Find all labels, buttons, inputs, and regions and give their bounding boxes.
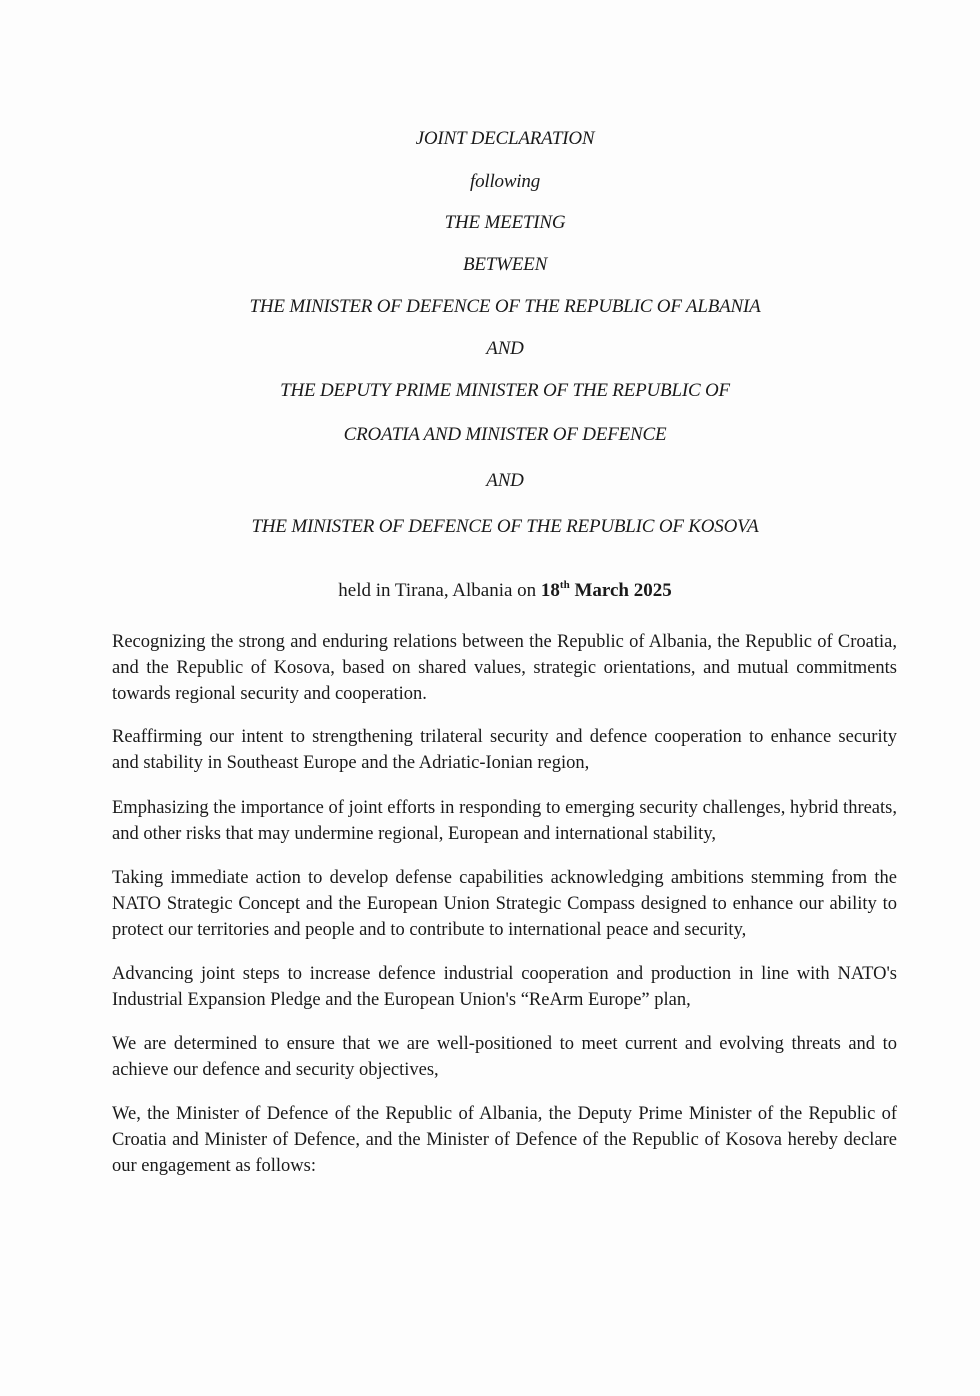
meeting-date-line	[0, 580, 980, 602]
paragraph-recognizing: Recognizing the strong and enduring relations between the Republic of Albania, the Republic of Croatia, and the Republic of Kosova, based on shared values, strategic orientations, and mutual commitments towards regional security and cooperation.	[112, 632, 897, 704]
paragraph-reaffirming: Reaffirming our intent to strengthening trilateral security and defence cooperation to enhance security and stability in Southeast Europe and the Adriatic-Ionian region,	[112, 727, 897, 773]
paragraph-emphasizing: Emphasizing the importance of joint efforts in responding to emerging security challenges, hybrid threats, and other risks that may undermine regional, European and international stability,	[112, 798, 897, 844]
paragraph-determined: We are determined to ensure that we are well-positioned to meet current and evolving threats and to achieve our defence and security objectives,	[112, 1034, 897, 1080]
title-following: following	[470, 171, 540, 192]
title-croatia-minister: CROATIA AND MINISTER OF DEFENCE	[343, 424, 667, 445]
meeting-month-year: March 2025	[569, 580, 672, 601]
meeting-day-suffix: th	[559, 579, 570, 591]
title-between: BETWEEN	[462, 254, 548, 275]
paragraph-declaration: We, the Minister of Defence of the Republic of Albania, the Deputy Prime Minister of the Republic of Croatia and Minister of Defence, and the Minister of Defence of the Republic of Kosova hereby declare our engagement as follows:	[112, 1104, 897, 1176]
title-kosova-minister: THE MINISTER OF DEFENCE OF THE REPUBLIC OF KOSOVA	[251, 516, 759, 537]
title-and-2: AND	[486, 470, 524, 491]
meeting-day: 18	[540, 580, 560, 601]
title-albania-minister: THE MINISTER OF DEFENCE OF THE REPUBLIC OF ALBANIA	[249, 296, 761, 317]
meeting-location: held in Tirana, Albania on	[338, 580, 541, 601]
title-croatia-deputy-pm: THE DEPUTY PRIME MINISTER OF THE REPUBLIC OF	[280, 380, 730, 401]
title-meeting: THE MEETING	[444, 212, 566, 233]
title-and-1: AND	[486, 338, 524, 359]
paragraph-advancing: Advancing joint steps to increase defence industrial cooperation and production in line with NATO's Industrial Expansion Pledge and the European Union's “ReArm Europe” plan,	[112, 964, 897, 1010]
paragraph-taking-action: Taking immediate action to develop defense capabilities acknowledging ambitions stemming from the NATO Strategic Concept and the European Union Strategic Compass designed to enhance our ability to protect our territories and people and to contribute to international peace and security,	[112, 868, 897, 940]
declaration-title: JOINT DECLARATION	[415, 128, 595, 149]
